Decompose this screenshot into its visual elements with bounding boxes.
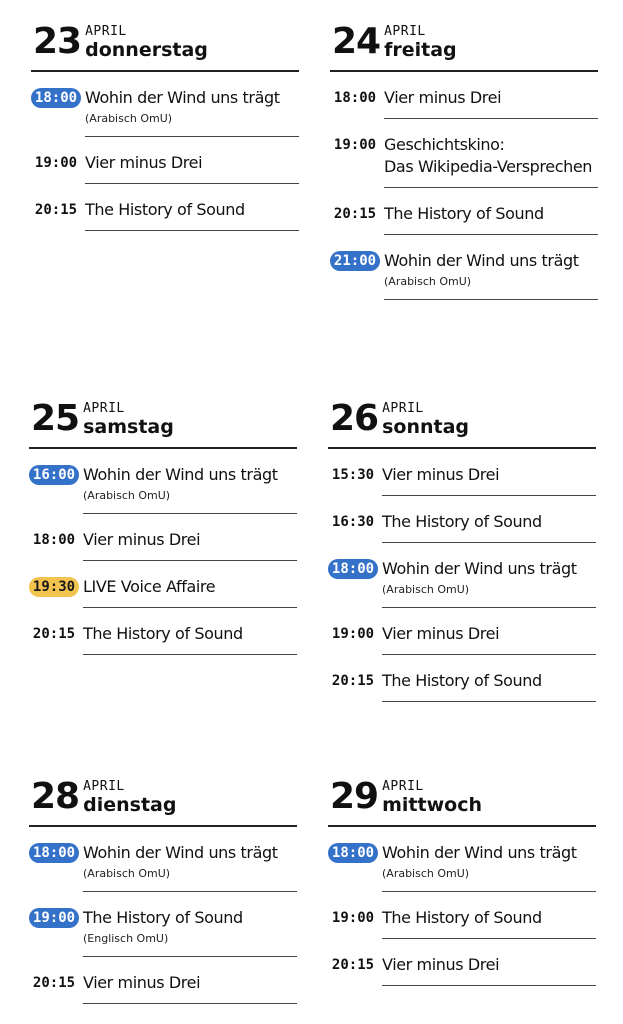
day-number: 25 (31, 398, 80, 439)
event-spacer (330, 188, 598, 199)
event-time: 19:00 (331, 910, 375, 926)
event-title: LIVE Voice Affaire (83, 577, 216, 596)
event-list (29, 449, 297, 666)
event-item[interactable] (328, 507, 596, 543)
event-list (29, 827, 297, 1015)
event-item[interactable] (328, 950, 596, 986)
day-weekday: mittwoch (382, 794, 482, 816)
event-time: 19:00 (333, 137, 377, 153)
event-time: 19:00 (34, 155, 78, 171)
event-spacer (328, 892, 596, 903)
event-spacer (330, 235, 598, 246)
event-body (83, 572, 297, 608)
event-time: 20:15 (331, 957, 375, 973)
event-title: Vier minus Drei (83, 973, 201, 992)
day-number: 26 (330, 398, 379, 439)
day-weekday: samstag (83, 416, 174, 438)
day-weekday: freitag (384, 39, 457, 61)
event-body (382, 507, 596, 543)
event-title: Vier minus Drei (83, 530, 201, 549)
event-spacer (328, 702, 596, 713)
event-title: The History of Sound (382, 671, 542, 690)
event-time-badge: 18:00 (31, 88, 81, 108)
event-title: The History of Sound (384, 204, 544, 223)
event-time-badge: 16:00 (29, 465, 79, 485)
event-item[interactable] (330, 83, 598, 119)
day-month: APRIL (83, 779, 125, 794)
day-month: APRIL (83, 401, 125, 416)
event-spacer (328, 496, 596, 507)
event-body (382, 903, 596, 939)
event-item[interactable] (330, 199, 598, 235)
event-language: (Arabisch OmU) (382, 583, 470, 596)
event-item[interactable] (328, 619, 596, 655)
event-title: The History of Sound (83, 624, 243, 643)
event-time: 20:15 (32, 975, 76, 991)
event-item[interactable] (328, 666, 596, 702)
event-item[interactable] (330, 130, 598, 188)
event-body (83, 968, 297, 1004)
event-list (31, 72, 299, 242)
event-spacer (330, 300, 598, 311)
event-title: Geschichtskino: (384, 135, 505, 154)
event-list (328, 449, 596, 713)
event-language: (Arabisch OmU) (384, 275, 472, 288)
event-item[interactable] (31, 148, 299, 184)
event-body (83, 619, 297, 655)
day-month: APRIL (382, 779, 424, 794)
day-number: 28 (31, 776, 80, 817)
day-weekday: dienstag (83, 794, 177, 816)
event-spacer (29, 957, 297, 968)
event-time-badge: 18:00 (328, 843, 378, 863)
event-time: 20:15 (331, 673, 375, 689)
day-number: 23 (33, 21, 82, 62)
event-body (85, 148, 299, 184)
event-language: (Englisch OmU) (83, 932, 169, 945)
event-spacer (328, 608, 596, 619)
event-body (382, 554, 596, 608)
event-time-badge: 21:00 (330, 251, 380, 271)
event-body (83, 460, 297, 514)
event-list (328, 827, 596, 997)
day-block (330, 21, 598, 311)
event-time: 18:00 (32, 532, 76, 548)
day-weekday: sonntag (382, 416, 470, 438)
event-body (83, 525, 297, 561)
event-item[interactable] (29, 619, 297, 655)
day-month: APRIL (85, 24, 127, 39)
event-body (382, 460, 596, 496)
event-title: The History of Sound (382, 908, 542, 927)
event-title: Vier minus Drei (384, 88, 502, 107)
event-item[interactable] (29, 460, 297, 514)
event-title: Vier minus Drei (382, 955, 500, 974)
event-item[interactable] (29, 968, 297, 1004)
event-title: Wohin der Wind uns trägt (83, 843, 278, 862)
event-title: Wohin der Wind uns trägt (382, 843, 577, 862)
event-language: (Arabisch OmU) (382, 867, 470, 880)
event-item[interactable] (29, 838, 297, 892)
event-item[interactable] (31, 83, 299, 137)
day-block (31, 21, 299, 242)
event-title: Wohin der Wind uns trägt (85, 88, 280, 107)
event-item[interactable] (31, 195, 299, 231)
event-time: 20:15 (333, 206, 377, 222)
day-number: 29 (330, 776, 379, 817)
event-body (382, 666, 596, 702)
event-time-badge: 19:30 (29, 577, 79, 597)
event-body (85, 195, 299, 231)
event-body (83, 838, 297, 892)
day-header (328, 776, 596, 827)
event-body (384, 83, 598, 119)
event-time: 15:30 (331, 467, 375, 483)
day-header (29, 398, 297, 449)
event-item[interactable] (328, 554, 596, 608)
event-body (382, 838, 596, 892)
event-spacer (328, 543, 596, 554)
event-title-line2: Das Wikipedia-Versprechen (384, 157, 593, 176)
day-month: APRIL (384, 24, 426, 39)
day-block (29, 398, 297, 666)
day-header (31, 21, 299, 72)
event-title: The History of Sound (85, 200, 245, 219)
event-language: (Arabisch OmU) (85, 112, 173, 125)
event-title: Vier minus Drei (382, 465, 500, 484)
event-body (384, 130, 598, 188)
event-time-badge: 19:00 (29, 908, 79, 928)
day-month: APRIL (382, 401, 424, 416)
event-title: Vier minus Drei (85, 153, 203, 172)
event-title: The History of Sound (83, 908, 243, 927)
event-spacer (31, 137, 299, 148)
event-spacer (31, 231, 299, 242)
event-title: Wohin der Wind uns trägt (382, 559, 577, 578)
event-body (384, 246, 598, 300)
event-body (382, 619, 596, 655)
event-title: Vier minus Drei (382, 624, 500, 643)
day-header (328, 398, 596, 449)
event-spacer (328, 986, 596, 997)
event-time: 16:30 (331, 514, 375, 530)
event-title: Wohin der Wind uns trägt (384, 251, 579, 270)
day-header (330, 21, 598, 72)
event-time: 18:00 (333, 90, 377, 106)
event-item[interactable] (330, 246, 598, 300)
event-spacer (29, 514, 297, 525)
event-spacer (29, 655, 297, 666)
event-spacer (29, 561, 297, 572)
event-item[interactable] (328, 838, 596, 892)
event-spacer (29, 608, 297, 619)
event-language: (Arabisch OmU) (83, 489, 171, 502)
event-item[interactable] (29, 903, 297, 957)
event-body (83, 903, 297, 957)
event-body (384, 199, 598, 235)
day-header (29, 776, 297, 827)
event-item[interactable] (29, 572, 297, 608)
event-time-badge: 18:00 (328, 559, 378, 579)
event-spacer (330, 119, 598, 130)
event-spacer (328, 655, 596, 666)
event-item[interactable] (29, 525, 297, 561)
event-list (330, 72, 598, 311)
day-block (328, 398, 596, 713)
event-time-badge: 18:00 (29, 843, 79, 863)
event-title: Wohin der Wind uns trägt (83, 465, 278, 484)
event-spacer (29, 1004, 297, 1015)
event-body (382, 950, 596, 986)
day-block (29, 776, 297, 1015)
event-body (85, 83, 299, 137)
event-spacer (328, 939, 596, 950)
day-number: 24 (332, 21, 381, 62)
day-weekday: donnerstag (85, 39, 208, 61)
event-title: The History of Sound (382, 512, 542, 531)
event-spacer (31, 184, 299, 195)
event-time: 19:00 (331, 626, 375, 642)
event-item[interactable] (328, 903, 596, 939)
day-block (328, 776, 596, 997)
event-spacer (29, 892, 297, 903)
event-item[interactable] (328, 460, 596, 496)
event-language: (Arabisch OmU) (83, 867, 171, 880)
event-time: 20:15 (34, 202, 78, 218)
event-time: 20:15 (32, 626, 76, 642)
